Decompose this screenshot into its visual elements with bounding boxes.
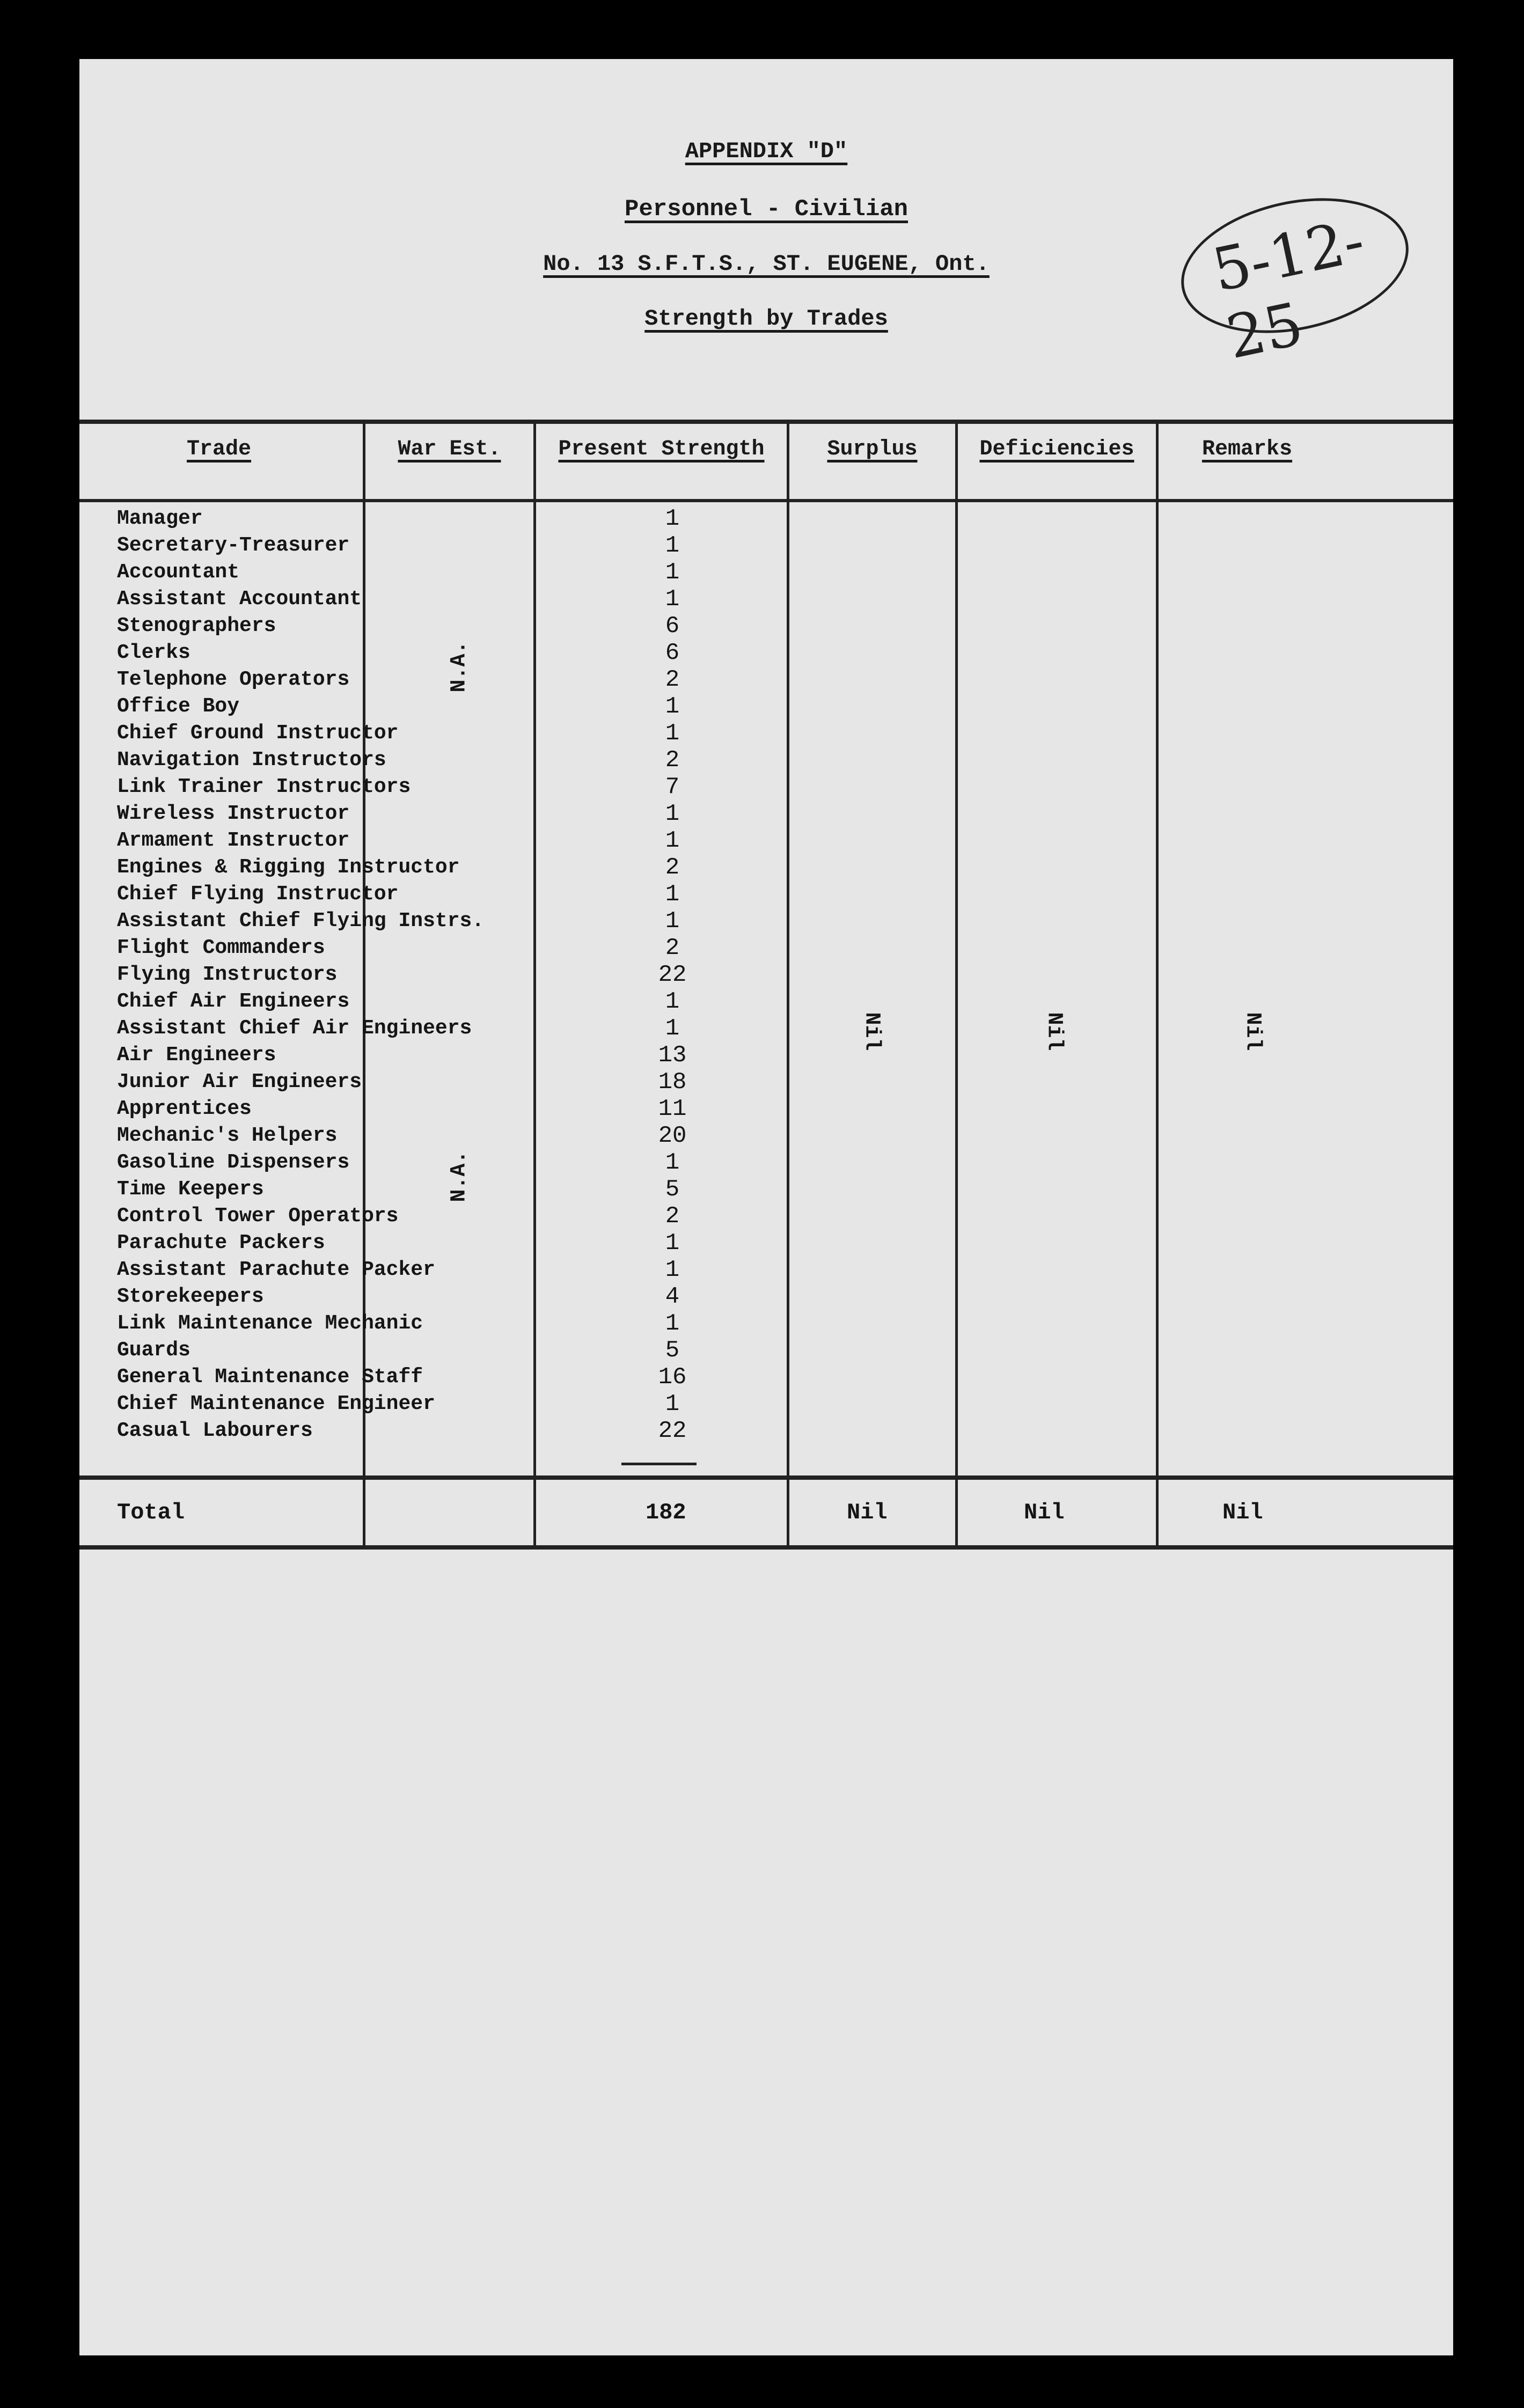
annotation-text: 5-12-25 xyxy=(1206,205,1371,372)
col-divider-4 xyxy=(955,420,958,1550)
strength-value: 4 xyxy=(665,1283,680,1310)
strength-value: 16 xyxy=(658,1364,687,1391)
strength-value: 20 xyxy=(658,1122,687,1149)
table-row: Apprentices xyxy=(117,1097,252,1120)
col-surplus: Surplus xyxy=(827,437,918,461)
total-surplus: Nil xyxy=(847,1500,888,1525)
strength-value: 1 xyxy=(665,586,680,613)
strength-value: 2 xyxy=(665,854,680,881)
strength-value: 1 xyxy=(665,1230,680,1257)
strength-value: 7 xyxy=(665,774,680,801)
war-est-note-top: N.A. xyxy=(447,641,472,693)
table-row: Air Engineers xyxy=(117,1044,276,1067)
table-row: Mechanic's Helpers xyxy=(117,1124,338,1147)
table-row: Time Keepers xyxy=(117,1178,264,1201)
col-remarks: Remarks xyxy=(1201,437,1293,461)
surplus-nil-vertical: Nil xyxy=(859,1012,884,1051)
strength-value: 2 xyxy=(665,1203,680,1230)
table-row: Control Tower Operators xyxy=(117,1205,399,1228)
strength-value: 6 xyxy=(665,613,680,640)
table-row: Secretary-Treasurer xyxy=(117,534,350,557)
table-row: General Maintenance Staff xyxy=(117,1365,423,1389)
table-row: Casual Labourers xyxy=(117,1419,313,1442)
table-row: Link Trainer Instructors xyxy=(117,775,411,798)
table-row: Navigation Instructors xyxy=(117,748,386,772)
strength-value: 2 xyxy=(665,747,680,774)
strength-value: 1 xyxy=(665,532,680,559)
table-row: Chief Air Engineers xyxy=(117,990,350,1013)
deficiencies-nil-vertical: Nil xyxy=(1042,1012,1066,1051)
table-row: Assistant Accountant xyxy=(117,588,362,611)
strength-value: 1 xyxy=(665,988,680,1015)
strength-value: 6 xyxy=(665,640,680,666)
table-top-rule xyxy=(79,420,1453,424)
strength-value: 11 xyxy=(658,1096,687,1122)
table-row: Chief Ground Instructor xyxy=(117,722,399,745)
document-page xyxy=(79,59,1453,2355)
strength-value: 13 xyxy=(658,1042,687,1069)
table-row: Gasoline Dispensers xyxy=(117,1151,350,1174)
table-row: Wireless Instructor xyxy=(117,802,350,825)
strength-value: 2 xyxy=(665,666,680,693)
strength-value: 1 xyxy=(665,693,680,720)
strength-value: 1 xyxy=(665,1149,680,1176)
col-trade: Trade xyxy=(186,437,252,461)
total-deficiencies: Nil xyxy=(1024,1500,1065,1525)
table-row: Accountant xyxy=(117,561,240,584)
strength-value: 1 xyxy=(665,881,680,908)
strength-value: 1 xyxy=(665,908,680,935)
strength-value: 1 xyxy=(665,801,680,827)
table-row: Armament Instructor xyxy=(117,829,350,852)
col-war-est: War Est. xyxy=(398,437,501,461)
table-row: Office Boy xyxy=(117,695,240,718)
table-row: Link Maintenance Mechanic xyxy=(117,1312,423,1335)
strength-value: 1 xyxy=(665,505,680,532)
appendix-title: APPENDIX "D" xyxy=(685,138,848,164)
remarks-nil-vertical: Nil xyxy=(1240,1012,1265,1051)
table-row: Junior Air Engineers xyxy=(117,1070,362,1093)
header-bottom-rule xyxy=(79,499,1453,502)
strength-value: 1 xyxy=(665,559,680,586)
strength-value: 1 xyxy=(665,827,680,854)
strength-value: 1 xyxy=(665,720,680,747)
war-est-note-bottom: N.A. xyxy=(447,1150,472,1202)
strength-value: 2 xyxy=(665,935,680,961)
sum-underline xyxy=(621,1463,697,1465)
unit-line: No. 13 S.F.T.S., ST. EUGENE, Ont. xyxy=(543,251,990,277)
strength-value: 1 xyxy=(665,1391,680,1418)
section-title: Strength by Trades xyxy=(644,306,888,332)
table-row: Parachute Packers xyxy=(117,1231,325,1254)
col-divider-3 xyxy=(787,420,789,1550)
table-row: Assistant Parachute Packer xyxy=(117,1258,435,1281)
table-bottom-rule xyxy=(79,1545,1453,1550)
table-row: Guards xyxy=(117,1339,190,1362)
col-present-strength: Present Strength xyxy=(558,437,765,461)
strength-value: 1 xyxy=(665,1015,680,1042)
strength-value: 22 xyxy=(658,1418,687,1444)
table-row: Flight Commanders xyxy=(117,936,325,959)
table-row: Stenographers xyxy=(117,614,276,637)
table-row: Chief Flying Instructor xyxy=(117,883,399,906)
total-label: Total xyxy=(117,1500,185,1525)
personnel-subtitle: Personnel - Civilian xyxy=(624,196,908,223)
table-row: Clerks xyxy=(117,641,190,664)
total-top-rule xyxy=(79,1475,1453,1480)
total-remarks: Nil xyxy=(1222,1500,1263,1525)
table-row: Manager xyxy=(117,507,203,530)
table-row: Storekeepers xyxy=(117,1285,264,1308)
total-strength: 182 xyxy=(646,1500,686,1525)
col-divider-2 xyxy=(533,420,536,1550)
strength-value: 18 xyxy=(658,1069,687,1096)
table-row: Flying Instructors xyxy=(117,963,338,986)
table-row: Assistant Chief Flying Instrs. xyxy=(117,909,485,933)
table-row: Assistant Chief Air Engineers xyxy=(117,1017,472,1040)
strength-value: 1 xyxy=(665,1310,680,1337)
col-divider-5 xyxy=(1156,420,1159,1550)
strength-value: 1 xyxy=(665,1257,680,1283)
table-row: Chief Maintenance Engineer xyxy=(117,1392,435,1415)
strength-value: 5 xyxy=(665,1337,680,1364)
strength-value: 5 xyxy=(665,1176,680,1203)
col-deficiencies: Deficiencies xyxy=(979,437,1134,461)
table-row: Telephone Operators xyxy=(117,668,350,691)
table-row: Engines & Rigging Instructor xyxy=(117,856,460,879)
strength-value: 22 xyxy=(658,961,687,988)
